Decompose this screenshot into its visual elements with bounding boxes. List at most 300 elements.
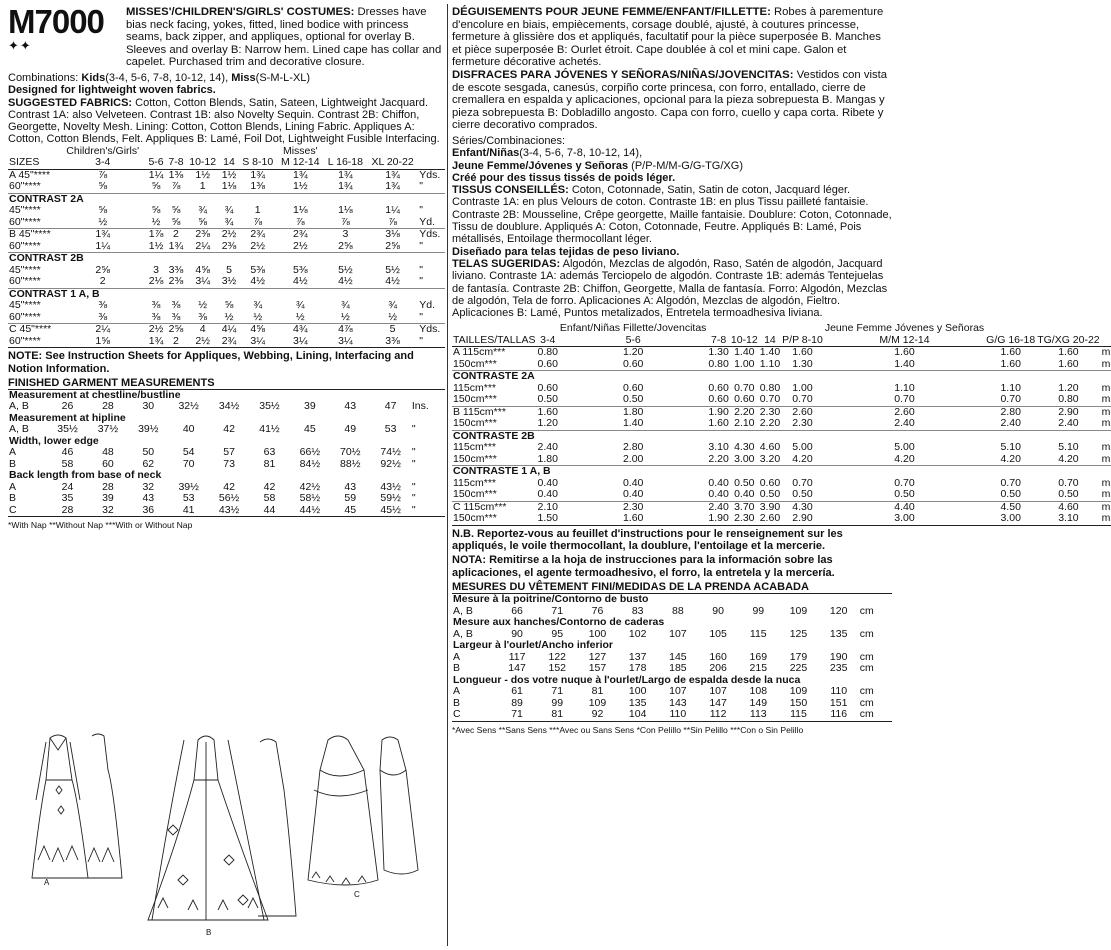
metric-yardage-cell: 0.80 xyxy=(1036,394,1100,406)
finished-cell: 24 xyxy=(61,480,74,493)
yardage-cell: 1⅝ xyxy=(59,336,146,348)
finished-cell: 58 xyxy=(263,492,276,505)
yardage-cell: 4½ xyxy=(324,276,367,288)
finished-cell: 74½ xyxy=(380,446,401,459)
metric-yardage-cell xyxy=(1101,323,1111,335)
yardage-cell: Children's/Girls' xyxy=(66,144,140,157)
description-title: MISSES'/CHILDREN'S/GIRLS' COSTUMES: xyxy=(126,6,355,18)
yardage-label-cell: 60"**** xyxy=(8,336,59,348)
metric-yardage-cell: m xyxy=(1101,393,1111,406)
yardage-cell: 2 xyxy=(173,228,179,241)
metric-yardage-cell: 0.40 xyxy=(622,476,644,489)
metric-finished-row xyxy=(452,663,892,675)
yardage-cell: ⅞ xyxy=(367,217,418,229)
es-description: DISFRACES PARA JÓVENES Y SEÑORAS/NIÑAS/JOVENCITAS: Vestidos con vista de escote sesgada, canesús, corpiño corte princesa, con forro, entallado, cierre de cremallera en espalda y aplicaciones, opcional para la pieza sobrepuesta B. Mangas y pieza sobrepuesta B: Dobladillo angosto. Capa con forro, cuello y capa corta. Ribete y cierre decorativo comprados. xyxy=(452,68,888,132)
finished-cell: 57 xyxy=(223,446,235,459)
yardage-cell: 5⅜ xyxy=(293,263,308,276)
metric-finished-cell: 61 xyxy=(511,685,523,698)
metric-yardage-cell: 0.60 xyxy=(759,476,781,489)
metric-finished-cell: 215 xyxy=(749,662,768,675)
fr-designed-for: Créé pour des tissus tissés de poids léger. xyxy=(452,171,676,184)
metric-yardage-cell: 4.20 xyxy=(1036,454,1100,466)
yardage-cell: 2¾ xyxy=(250,228,266,241)
metric-finished-cell: 76 xyxy=(591,604,604,617)
metric-yardage-cell: 3.90 xyxy=(759,500,781,513)
metric-yardage-cell: 4.30 xyxy=(792,500,813,513)
metric-yardage-section-label: CONTRASTE 2B xyxy=(453,429,535,442)
yardage-label-cell: 60"**** xyxy=(8,312,59,324)
metric-finished-cell: 112 xyxy=(698,709,738,721)
yardage-cell: Yds. xyxy=(419,168,441,181)
yardage-cell: Yd. xyxy=(418,217,445,229)
yardage-cell: 4⅝ xyxy=(195,263,210,276)
yardage-cell: 1 xyxy=(186,181,219,193)
metric-yardage-cell: 1.40 xyxy=(734,346,755,359)
yardage-section-label: CONTRAST 1 A, B xyxy=(9,287,100,300)
yardage-cell: 1⅞ xyxy=(148,228,164,241)
yardage-cell: 1¾ xyxy=(146,336,166,348)
yardage-cell: ⅞ xyxy=(239,217,277,229)
finished-cell: 50 xyxy=(142,446,155,459)
yardage-cell: 2 xyxy=(166,336,186,348)
finished-cell: 37½ xyxy=(97,423,119,436)
yardage-cell: 1⅛ xyxy=(293,204,308,217)
metric-yardage-label-cell: 150cm*** xyxy=(452,418,536,430)
finished-cell: " xyxy=(411,457,416,470)
yardage-label-cell: A 45"**** xyxy=(9,168,51,181)
designed-for: Designed for lightweight woven fabrics. xyxy=(8,84,216,97)
yardage-cell: 4 xyxy=(199,323,206,336)
metric-finished-cell: 109 xyxy=(588,696,607,709)
metric-yardage-cell: 2.20 xyxy=(734,405,755,418)
yardage-cell: 1½ xyxy=(195,168,210,181)
yardage-table xyxy=(8,146,445,349)
metric-yardage-cell: 0.70 xyxy=(781,394,824,406)
metric-yardage-cell: 3.00 xyxy=(730,454,759,466)
metric-yardage-cell: 1.60 xyxy=(1058,346,1079,359)
yardage-cell: ½ xyxy=(146,217,166,229)
yardage-cell: 1¾ xyxy=(338,168,353,181)
metric-yardage-cell xyxy=(1101,335,1111,347)
finished-label-cell: A, B xyxy=(9,400,29,413)
metric-finished-cell: 169 xyxy=(749,650,768,663)
finished-cell: Ins. xyxy=(411,400,429,413)
finished-cell: 43 xyxy=(344,480,357,493)
english-column xyxy=(8,3,445,531)
metric-finished-label-cell: B xyxy=(453,696,461,709)
yardage-cell: 5-6 xyxy=(146,157,166,169)
yardage-label-cell: 45"**** xyxy=(9,263,41,276)
yardage-cell: 2½ xyxy=(239,241,277,253)
yardage-cell: Yds. xyxy=(419,323,441,336)
finished-cell: 36 xyxy=(128,505,168,517)
metric-finished-cell: 151 xyxy=(829,696,848,709)
instruction-note: NOTE: See Instruction Sheets for Appliques, Webbing, Lining, Interfacing and Notion Information. xyxy=(8,350,414,375)
metric-finished-section-label: Longueur - dos votre nuque à l'ourlet/Largo de espalda desde la nuca xyxy=(453,673,801,686)
yardage-cell: ¾ xyxy=(198,204,208,217)
yardage-cell: ⅞ xyxy=(277,217,324,229)
finished-cell: 43½ xyxy=(209,505,249,517)
metric-yardage-cell: 1.60 xyxy=(1000,346,1021,359)
metric-yardage-cell: 0.60 xyxy=(708,393,729,406)
yardage-cell: ⅝ xyxy=(224,299,234,312)
finished-label-cell: A xyxy=(9,446,17,459)
metric-yardage-cell: Enfant/Niñas Fillette/Jovencitas xyxy=(559,322,707,335)
metric-yardage-cell: 1.30 xyxy=(781,359,824,371)
metric-finished-cell: 178 xyxy=(628,662,647,675)
metric-yardage-cell: 2.40 xyxy=(537,441,558,454)
finished-cell: 59 xyxy=(344,492,357,505)
header xyxy=(8,3,445,69)
view-c-label: C xyxy=(354,890,360,899)
yardage-cell: ⅝ xyxy=(171,204,181,217)
finished-cell: 81 xyxy=(263,457,276,470)
finished-cell: 32 xyxy=(88,505,128,517)
metric-yardage-cell: 0.40 xyxy=(559,489,708,501)
yardage-cell: 3 xyxy=(342,228,349,241)
metric-finished-cell: 135 xyxy=(628,696,647,709)
metric-yardage-cell: 5-6 xyxy=(559,335,708,347)
yardage-cell: 2⅜ xyxy=(166,276,186,288)
metric-yardage-section-label: CONTRASTE 1 A, B xyxy=(453,465,551,478)
metric-finished-table xyxy=(452,594,892,722)
yardage-cell: 2 xyxy=(59,276,146,288)
yardage-cell: ½ xyxy=(198,299,208,312)
es-fabrics: TELAS SUGERIDAS: Algodón, Mezclas de algodón, Raso, Satén de algodón, Jacquard liviano. Contraste 1A: además Terciopelo de algodón. Contraste 1B: además Tentejuelas de fantasía. Contraste 2B: Chiffon, Georgette, Malla de fantasía. Forro: Algodón, Mezclas de algodón, Tela de forro. Aplicaciones A: Algodón, Mezclas de algodón, Fieltro. Aplicaciones B: Lamé, Puntos metalizados, Entretela termoadhesiva liviana. xyxy=(452,257,888,320)
finished-cell: 88½ xyxy=(340,457,361,470)
metric-yardage-cell: 2.90 xyxy=(1058,405,1079,418)
yardage-section-row xyxy=(8,253,445,265)
finished-cell: 45½ xyxy=(370,505,410,517)
yardage-cell: ⅞ xyxy=(98,168,108,181)
yardage-cell: 1¼ xyxy=(59,241,146,253)
metric-finished-cell: 107 xyxy=(669,627,687,640)
yardage-cell: ¾ xyxy=(224,204,234,217)
metric-finished-cell: 135 xyxy=(829,627,848,640)
metric-yardage-cell: 4.40 xyxy=(894,500,915,513)
yardage-row xyxy=(8,276,445,288)
yardage-cell: ½ xyxy=(59,217,146,229)
yardage-cell: 7-8 xyxy=(166,157,186,169)
metric-yardage-cell: 0.50 xyxy=(759,488,781,501)
metric-finished-cell: 149 xyxy=(749,696,768,709)
metric-finished-cell: 71 xyxy=(551,604,564,617)
fr-note: N.B. Reportez-vous au feuillet d'instructions pour le renseignement sur les appliqués, le voile thermocollant, la doublure, l'entoilage et la mercerie. xyxy=(452,527,843,553)
metric-yardage-cell: 0.80 xyxy=(708,357,729,370)
metric-yardage-cell: 1.80 xyxy=(622,405,644,418)
metric-yardage-label-cell: 115cm*** xyxy=(453,476,496,489)
metric-yardage-cell: m xyxy=(1101,381,1111,394)
finished-cell: " xyxy=(411,492,416,505)
yardage-cell: 4½ xyxy=(277,276,324,288)
metric-yardage-cell: 1.40 xyxy=(824,359,985,371)
yardage-row xyxy=(8,229,445,241)
finished-cell: 43 xyxy=(344,400,357,413)
metric-finished-cell: 117 xyxy=(508,650,526,663)
metric-yardage-cell: P/P 8-10 xyxy=(782,333,823,346)
yardage-cell: " xyxy=(418,312,445,324)
metric-finished-cell: 206 xyxy=(709,662,727,675)
metric-finished-label-cell: A xyxy=(453,650,461,663)
yardage-cell: 2¼ xyxy=(186,241,219,253)
yardage-cell: 10-12 xyxy=(186,157,219,169)
metric-yardage-cell: 0.40 xyxy=(708,488,729,501)
finished-cell: 42 xyxy=(223,423,235,436)
metric-yardage-cell: 4.20 xyxy=(781,454,824,466)
finished-cell: 47 xyxy=(384,400,397,413)
metric-yardage-cell: TG/XG 20-22 xyxy=(1037,333,1100,346)
finished-cell: 28 xyxy=(102,480,114,493)
metric-yardage-cell: 0.70 xyxy=(734,381,755,394)
metric-yardage-cell: 3.00 xyxy=(824,513,985,525)
metric-yardage-cell: Jeune Femme Jóvenes y Señoras xyxy=(824,322,985,335)
yardage-cell: 3⅛ xyxy=(385,228,400,241)
metric-yardage-table xyxy=(452,323,1111,526)
finished-cell: 32½ xyxy=(178,400,199,413)
yardage-cell: ⅞ xyxy=(324,217,367,229)
metric-yardage-cell: 1.40 xyxy=(759,346,781,359)
dress-a-drawing xyxy=(32,734,122,878)
metric-yardage-cell: 2.30 xyxy=(622,500,644,513)
es-designed-for: Diseñado para telas tejidas de peso liviano. xyxy=(452,245,680,258)
metric-finished-cell: 160 xyxy=(709,650,727,663)
metric-finished-cell: 235 xyxy=(829,662,848,675)
finished-label-cell: C xyxy=(8,505,47,517)
yardage-cell: 1¼ xyxy=(148,168,164,181)
metric-yardage-row xyxy=(452,359,1111,371)
metric-yardage-row xyxy=(452,394,1111,406)
metric-yardage-cell: 0.50 xyxy=(537,393,558,406)
metric-yardage-label-cell: 150cm*** xyxy=(452,489,536,501)
metric-yardage-cell: m xyxy=(1101,357,1111,370)
yardage-cell: 1⅛ xyxy=(219,181,238,193)
es-note: NOTA: Remitirse a la hoja de instrucciones para la información sobre las aplicaciones, el agente termoadhesivo, el forro, la entretela y la mercería. xyxy=(452,554,835,579)
finished-cell: 43½ xyxy=(380,480,401,493)
yardage-cell: 1⅛ xyxy=(338,204,353,217)
dress-b-drawing xyxy=(148,736,296,920)
finished-section-label: Measurement at chestline/bustline xyxy=(9,388,181,401)
metric-finished-cell: 115 xyxy=(778,709,818,721)
yardage-cell: 14 xyxy=(219,157,238,169)
yardage-cell: 3¼ xyxy=(277,336,324,348)
finished-cell: 42 xyxy=(223,480,235,493)
fr-description: DÉGUISEMENTS POUR JEUNE FEMME/ENFANT/FILLETTE: Robes à parementure d'encolure en biais, empiècements, corsage doublé, ajusté, à coutures princesse, fermeture à glissière dos et appliqués, facultatif pour la pièce superposée B. Manches et pièce superposée B: Ourlet étroit. Cape doublée à col et mini cape. Galon et fermeture décorative achetés. xyxy=(452,6,884,69)
yardage-cell: 4¼ xyxy=(221,323,237,336)
yardage-label-cell: C 45"**** xyxy=(9,323,52,336)
yardage-row xyxy=(8,336,445,348)
metric-finished-cell: 108 xyxy=(749,685,768,698)
metric-finished-label-cell: C xyxy=(452,709,497,721)
metric-yardage-cell: 3-4 xyxy=(536,335,558,347)
finished-cell: " xyxy=(411,505,445,517)
metric-finished-cell: 150 xyxy=(789,696,808,709)
metric-finished-section-label: Mesure à la poitrine/Contorno de busto xyxy=(453,593,649,606)
metric-yardage-cell: 3.70 xyxy=(734,500,755,513)
metric-yardage-cell: 0.70 xyxy=(1000,476,1021,489)
metric-yardage-cell: 2.80 xyxy=(1000,405,1021,418)
metric-yardage-cell: 2.90 xyxy=(781,513,824,525)
finished-label-cell: B xyxy=(9,457,17,470)
metric-yardage-label-cell: 150cm*** xyxy=(452,454,536,466)
yardage-cell: 2¼ xyxy=(95,323,110,336)
yardage-cell: ⅝ xyxy=(166,217,186,229)
yardage-cell: 2⅜ xyxy=(219,241,238,253)
yardage-cell: 3-4 xyxy=(59,157,146,169)
yardage-cell: 2¾ xyxy=(293,228,308,241)
finished-cell: 54 xyxy=(182,446,195,459)
yardage-cell: ⅝ xyxy=(186,217,219,229)
yardage-cell: 1½ xyxy=(221,168,237,181)
yardage-cell: 4½ xyxy=(367,276,418,288)
finished-cell: 44½ xyxy=(290,505,330,517)
finished-cell: " xyxy=(411,423,416,436)
finished-cell: 44 xyxy=(249,505,289,517)
yardage-label-cell: 45"**** xyxy=(9,204,41,217)
metric-yardage-cell: 0.40 xyxy=(708,476,729,489)
yardage-cell: XL 20-22 xyxy=(367,157,418,169)
metric-yardage-cell: 0.70 xyxy=(894,476,915,489)
finished-row xyxy=(8,505,445,517)
view-a-label: A xyxy=(44,878,50,887)
metric-yardage-cell: 1.20 xyxy=(622,346,644,359)
metric-finished-cell: 105 xyxy=(709,627,727,640)
yardage-cell: 1¾ xyxy=(293,168,308,181)
metric-yardage-cell: 10-12 xyxy=(730,333,758,346)
finished-cell: 39 xyxy=(102,492,114,505)
metric-finished-cell: 81 xyxy=(591,685,604,698)
metric-yardage-cell: 3.00 xyxy=(985,513,1036,525)
finished-cell: 58 xyxy=(61,457,74,470)
finished-cell: 35½ xyxy=(57,423,78,436)
metric-yardage-cell: 4.20 xyxy=(985,454,1036,466)
yardage-cell: ¾ xyxy=(219,217,238,229)
yardage-cell: ⅞ xyxy=(166,181,186,193)
finished-cell: 84½ xyxy=(299,457,321,470)
finished-cell: 63 xyxy=(263,446,276,459)
finished-cell: 56½ xyxy=(218,492,240,505)
metric-yardage-cell: 1.60 xyxy=(792,346,813,359)
metric-yardage-cell: 14 xyxy=(759,335,781,347)
finished-section-label: Measurement at hipline xyxy=(9,411,126,424)
metric-finished-row xyxy=(452,686,892,698)
finished-cell: 35½ xyxy=(259,400,280,413)
metric-finished-section-row xyxy=(452,617,892,629)
finished-cell: 28 xyxy=(47,505,87,517)
metric-yardage-cell: 1.20 xyxy=(537,417,558,430)
column-divider xyxy=(447,4,448,946)
metric-finished-cell: 89 xyxy=(511,696,523,709)
metric-yardage-cell: 1.40 xyxy=(559,418,708,430)
finished-cell: 40 xyxy=(182,423,195,436)
finished-cell: 92½ xyxy=(380,457,401,470)
metric-yardage-label-cell: A 115cm*** xyxy=(453,346,506,359)
yardage-row xyxy=(8,241,445,253)
metric-finished-cell: cm xyxy=(859,685,874,698)
finished-cell: 62 xyxy=(142,457,155,470)
metric-finished-cell: 190 xyxy=(829,650,848,663)
yardage-label-cell: B 45"**** xyxy=(9,228,51,241)
footnote: *With Nap **Without Nap ***With or Without Nap xyxy=(8,520,193,531)
metric-yardage-cell: 1.90 xyxy=(708,405,729,418)
yardage-cell: 5½ xyxy=(385,263,400,276)
finished-cell: 42½ xyxy=(299,480,321,493)
yardage-row xyxy=(8,324,445,336)
metric-yardage-cell: 1.10 xyxy=(759,357,781,370)
yardage-cell: 1¾ xyxy=(324,181,367,193)
yardage-cell: ⅜ xyxy=(166,312,186,324)
yardage-cell: 5⅜ xyxy=(250,263,266,276)
metric-finished-cell: 95 xyxy=(551,627,564,640)
metric-yardage-cell: 1.10 xyxy=(1000,381,1021,394)
metric-finished-cell: 71 xyxy=(497,709,537,721)
yardage-cell: 4½ xyxy=(239,276,277,288)
yardage-cell: 4⅞ xyxy=(338,323,353,336)
metric-yardage-cell: 4.20 xyxy=(824,454,985,466)
metric-yardage-cell: 1.60 xyxy=(894,346,915,359)
metric-finished-cell: cm xyxy=(859,709,892,721)
finished-cell: 35 xyxy=(61,492,74,505)
metric-finished-cell: 116 xyxy=(819,709,859,721)
metric-yardage-cell: 0.70 xyxy=(792,476,813,489)
metric-finished-cell: cm xyxy=(859,627,874,640)
metric-yardage-cell: 3.10 xyxy=(708,441,729,454)
metric-finished-section-row xyxy=(452,640,892,652)
finished-cell: 41½ xyxy=(259,423,280,436)
metric-finished-section-row xyxy=(452,594,892,606)
metric-yardage-cell: 1.10 xyxy=(894,381,915,394)
yardage-cell: 1 xyxy=(254,204,261,217)
metric-finished-cell: 100 xyxy=(628,685,647,698)
metric-yardage-cell: m xyxy=(1101,417,1111,430)
yardage-cell: " xyxy=(419,263,423,276)
yardage-cell: 3¼ xyxy=(324,336,367,348)
yardage-row xyxy=(8,312,445,324)
yardage-cell: 2½ xyxy=(277,241,324,253)
metric-finished-cell: 92 xyxy=(577,709,617,721)
metric-yardage-cell: 0.50 xyxy=(781,489,824,501)
finished-cell: 58½ xyxy=(299,492,321,505)
yardage-cell: ⅝ xyxy=(151,204,161,217)
finished-cell: 45 xyxy=(330,505,370,517)
metric-finished-cell: 147 xyxy=(709,696,727,709)
metric-finished-cell: 115 xyxy=(749,627,767,640)
finished-cell: 41 xyxy=(169,505,209,517)
metric-yardage-cell: m xyxy=(1101,476,1111,489)
metric-finished-cell: 71 xyxy=(551,685,564,698)
yardage-cell: 1¾ xyxy=(385,168,400,181)
metric-yardage-cell: 2.60 xyxy=(792,405,813,418)
yardage-cell: 1½ xyxy=(146,241,166,253)
metric-yardage-cell: 2.30 xyxy=(781,418,824,430)
metric-yardage-cell: 2.60 xyxy=(759,512,781,525)
metric-yardage-cell: 2.30 xyxy=(730,513,759,525)
fr-footnote: *Avec Sens **Sans Sens ***Avec ou Sans Sens *Con Pelillo **Sin Pelillo ***Con o Sin Pelillo xyxy=(452,724,804,735)
metric-yardage-cell: 2.10 xyxy=(730,418,759,430)
yardage-section-label: CONTRAST 2B xyxy=(9,252,84,265)
metric-yardage-cell: 2.40 xyxy=(1036,418,1100,430)
metric-yardage-cell: 0.50 xyxy=(824,489,985,501)
finished-cell: 34½ xyxy=(218,400,240,413)
metric-finished-cell: 143 xyxy=(669,696,687,709)
metric-yardage-cell: 0.60 xyxy=(622,381,644,394)
yardage-cell: L 16-18 xyxy=(324,157,367,169)
metric-yardage-cell: 0.80 xyxy=(537,346,558,359)
metric-yardage-cell: 1.60 xyxy=(1036,359,1100,371)
yardage-cell: 2⅝ xyxy=(168,323,184,336)
metric-finished-cell: 110 xyxy=(658,709,698,721)
metric-yardage-label-cell: B 115cm*** xyxy=(453,405,506,418)
finished-section-label: Width, lower edge xyxy=(9,434,99,447)
